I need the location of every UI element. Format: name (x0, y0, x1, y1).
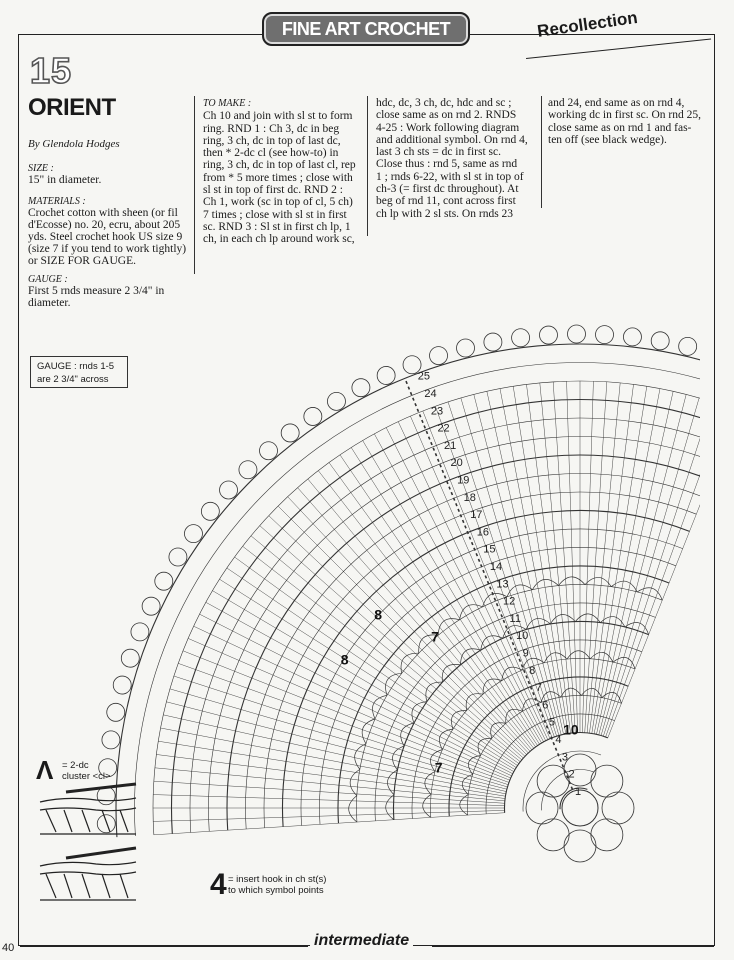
cluster-symbol-icon: Ʌ (36, 755, 54, 785)
round-label: 15 (483, 543, 496, 556)
chart-callout: 8 (374, 606, 383, 623)
gauge-label: GAUGE : (28, 274, 68, 285)
round-label: 8 (529, 664, 536, 677)
materials-text: Crochet cotton with sheen (or fil d'Ecosse) no. 20, ecru, about 205 yds. Steel crochet hook US size 9 (size 7 if you tend to work tightly) or SIZE FOR GAUGE. (28, 207, 187, 267)
footer-rule (432, 946, 714, 947)
skill-level-badge: intermediate (310, 932, 413, 950)
pattern-number: 15 (30, 50, 73, 91)
gauge-text: First 5 rnds measure 2 3/4" in diameter. (28, 285, 165, 309)
magazine-banner: FINE ART CROCHET (262, 12, 470, 46)
round-label: 3 (561, 751, 569, 764)
round-label: 18 (463, 491, 476, 504)
round-label: 5 (548, 716, 555, 729)
instructions-text-1: Ch 10 and join with sl st to form ring. RND 1 : Ch 3, dc in beg ring, 3 ch, dc in top of last dc, then * 2-dc cl (see how-to) in ring, 3 ch, dc in top of last cl, rep from * 5 more times ; close with sl st in top of first dc. RND 2 : Ch 1, work (sc in top of cl, 5 ch) 7 times ; close with sl st in first sc. RND 3 : Sl st in first ch lp, 1 ch, in each ch lp around work sc, (203, 110, 356, 246)
insert-legend: = insert hook in ch st(s) to which symbol points (228, 874, 327, 896)
round-label: 7 (535, 682, 542, 695)
page-number: 40 (2, 942, 15, 954)
round-label: 25 (417, 370, 431, 383)
round-label: 1 (575, 785, 582, 798)
round-label: 12 (502, 595, 516, 608)
chart-callout: 10 (563, 721, 579, 738)
column-divider (367, 96, 368, 236)
hook-illustration-icon (36, 782, 140, 912)
round-label: 17 (470, 509, 483, 522)
round-label: 10 (516, 630, 529, 643)
round-label: 2 (568, 768, 575, 781)
round-label: 6 (542, 699, 549, 712)
round-label: 4 (555, 734, 562, 747)
round-label: 14 (489, 560, 503, 573)
column-divider (541, 96, 542, 208)
chart-callout: 8 (340, 651, 349, 668)
round-label: 21 (443, 439, 457, 452)
round-label: 24 (424, 387, 437, 400)
cluster-legend: = 2-dc cluster <cl> (62, 760, 111, 782)
instructions-col-1 (203, 97, 361, 246)
round-label: 22 (437, 422, 450, 435)
size-text: 15" in diameter. (28, 174, 102, 186)
pattern-title: ORIENT (28, 94, 116, 121)
round-label: 19 (457, 474, 470, 487)
chart-callout: 7 (434, 759, 443, 776)
round-label: 9 (522, 647, 529, 660)
round-label: 16 (476, 526, 490, 539)
instructions-heading: TO MAKE : (203, 98, 252, 109)
insert-symbol-icon: 4 (210, 868, 227, 901)
footer-rule (20, 946, 308, 947)
round-label: 20 (450, 457, 463, 470)
pattern-byline: By Glendola Hodges (28, 138, 120, 150)
materials-label: MATERIALS : (28, 196, 86, 207)
round-label: 23 (430, 405, 444, 418)
section-label: Recollection (536, 7, 639, 41)
round-label: 13 (496, 578, 509, 591)
size-label: SIZE : (28, 163, 54, 174)
round-label: 11 (509, 612, 521, 625)
instructions-col-2: hdc, dc, 3 ch, dc, hdc and sc ; close same as on rnd 2. RNDS 4-25 : Work following diagram and additional symbol. On rnd 4, last 3 ch sts = dc in first sc. Close thus : rnd 5, same as rnd 1 ; rnds 6-22, with sl st in top of ch-3 (= first dc throughout). At beg of rnd 11, cont across first ch lp with 2 sl sts. On rnds 23 (376, 97, 528, 220)
instructions-col-3: and 24, end same as on rnd 4, working dc in first sc. On rnd 25, close same as on rnd 1 and fas- ten off (see black wedge). (548, 97, 701, 146)
crochet-diagram (60, 228, 700, 918)
gauge-box-text: GAUGE : rnds 1-5 are 2 3/4" across (37, 361, 115, 385)
chart-callout: 7 (431, 628, 439, 645)
